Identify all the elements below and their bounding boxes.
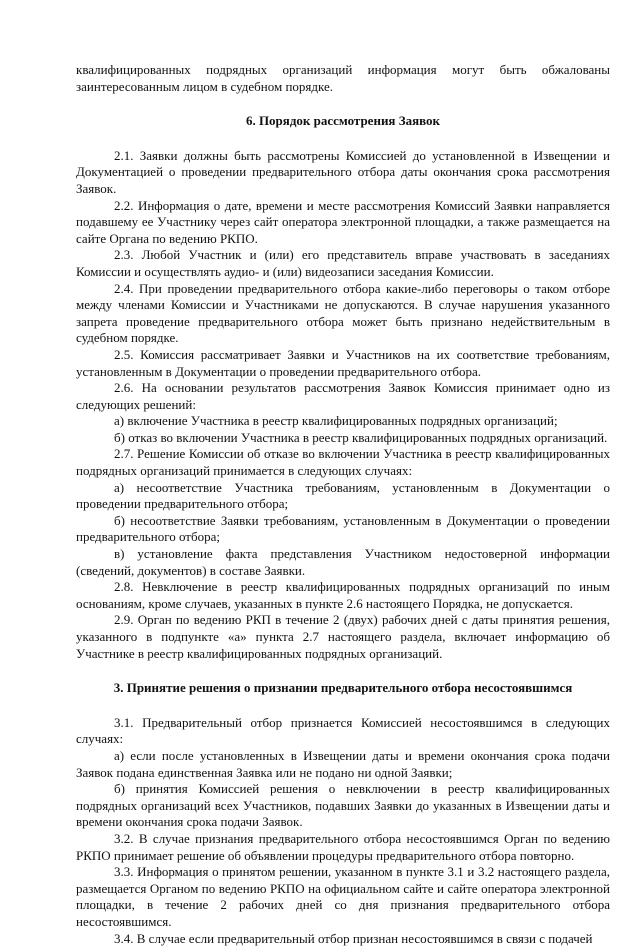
list-item-2-7-c: в) установление факта представления Участником недостоверной информации (сведений, документов) в составе Заявки. <box>76 546 610 579</box>
spacer <box>76 130 610 148</box>
paragraph-2-4: 2.4. При проведении предварительного отбора какие-либо переговоры о таком отборе между членами Комиссии и Участниками не допускаются. В случае нарушения указанного запрета проведение предварительного отбора может быть признано недействительным в судебном порядке. <box>76 281 610 347</box>
list-item-2-7-b: б) несоответствие Заявки требованиям, установленным в Документации о проведении предварительного отбора; <box>76 513 610 546</box>
paragraph-2-9: 2.9. Орган по ведению РКП в течение 2 (двух) рабочих дней с даты принятия решения, указанного в подпункте «а» пункта 2.7 настоящего раздела, включает информацию об Участнике в реестр квалифицированных подрядных организаций. <box>76 612 610 662</box>
list-item-2-6-b: б) отказ во включении Участника в реестр квалифицированных подрядных организаций. <box>76 430 610 447</box>
list-item-3-1-a: а) если после установленных в Извещении даты и времени окончания срока подачи Заявок подана единственная Заявка или не подано ни одной Заявки; <box>76 748 610 781</box>
paragraph-2-7: 2.7. Решение Комиссии об отказе во включении Участника в реестр квалифицированных подрядных организаций принимается в следующих случаях: <box>76 446 610 479</box>
section-3-title: 3. Принятие решения о признании предварительного отбора несостоявшимся <box>76 680 610 697</box>
paragraph-3-3: 3.3. Информация о принятом решении, указанном в пункте 3.1 и 3.2 настоящего раздела, размещается Органом по ведению РКПО на официальном сайте и сайте оператора электронной площадки, в течение 2 рабочих дней со дня признания предварительного отбора несостоявшимся. <box>76 864 610 930</box>
spacer <box>76 662 610 680</box>
list-item-2-7-a: а) несоответствие Участника требованиям, установленным в Документации о проведении предварительного отбора; <box>76 480 610 513</box>
document-page <box>76 62 610 947</box>
paragraph-2-2: 2.2. Информация о дате, времени и месте рассмотрения Комиссий Заявки направляется подавшему ее Участнику через сайт оператора электронной площадки, а также размещается на сайте Органа по ведению РКПО. <box>76 198 610 248</box>
list-item-2-6-a: а) включение Участника в реестр квалифицированных подрядных организаций; <box>76 413 610 430</box>
paragraph-2-8: 2.8. Невключение в реестр квалифицированных подрядных организаций по иным основаниям, кроме случаев, указанных в пункте 2.6 настоящего Порядка, не допускается. <box>76 579 610 612</box>
paragraph-3-1: 3.1. Предварительный отбор признается Комиссией несостоявшимся в следующих случаях: <box>76 715 610 748</box>
paragraph-2-1: 2.1. Заявки должны быть рассмотрены Комиссией до установленной в Извещении и Документацией о проведении предварительного отбора даты окончания срока рассмотрения Заявок. <box>76 148 610 198</box>
spacer <box>76 697 610 715</box>
section-6-title: 6. Порядок рассмотрения Заявок <box>76 113 610 130</box>
paragraph-2-6: 2.6. На основании результатов рассмотрения Заявок Комиссия принимает одно из следующих решений: <box>76 380 610 413</box>
paragraph-2-3: 2.3. Любой Участник и (или) его представитель вправе участвовать в заседаниях Комиссии и осуществлять аудио- и (или) видеозаписи заседания Комиссии. <box>76 247 610 280</box>
paragraph-2-5: 2.5. Комиссия рассматривает Заявки и Участников на их соответствие требованиям, установленным в Документации о проведении предварительного отбора. <box>76 347 610 380</box>
paragraph-3-4: 3.4. В случае если предварительный отбор признан несостоявшимся в связи с подачей <box>76 931 610 947</box>
intro-paragraph: квалифицированных подрядных организаций информация могут быть обжалованы заинтересованным лицом в судебном порядке. <box>76 62 610 95</box>
list-item-3-1-b: б) принятия Комиссией решения о невключении в реестр квалифицированных подрядных организаций всех Участников, подавших Заявки до указанных в Извещении даты и времени окончания срока подачи Заявок. <box>76 781 610 831</box>
paragraph-3-2: 3.2. В случае признания предварительного отбора несостоявшимся Орган по ведению РКПО принимает решение об объявлении процедуры предварительного отбора повторно. <box>76 831 610 864</box>
spacer <box>76 95 610 113</box>
